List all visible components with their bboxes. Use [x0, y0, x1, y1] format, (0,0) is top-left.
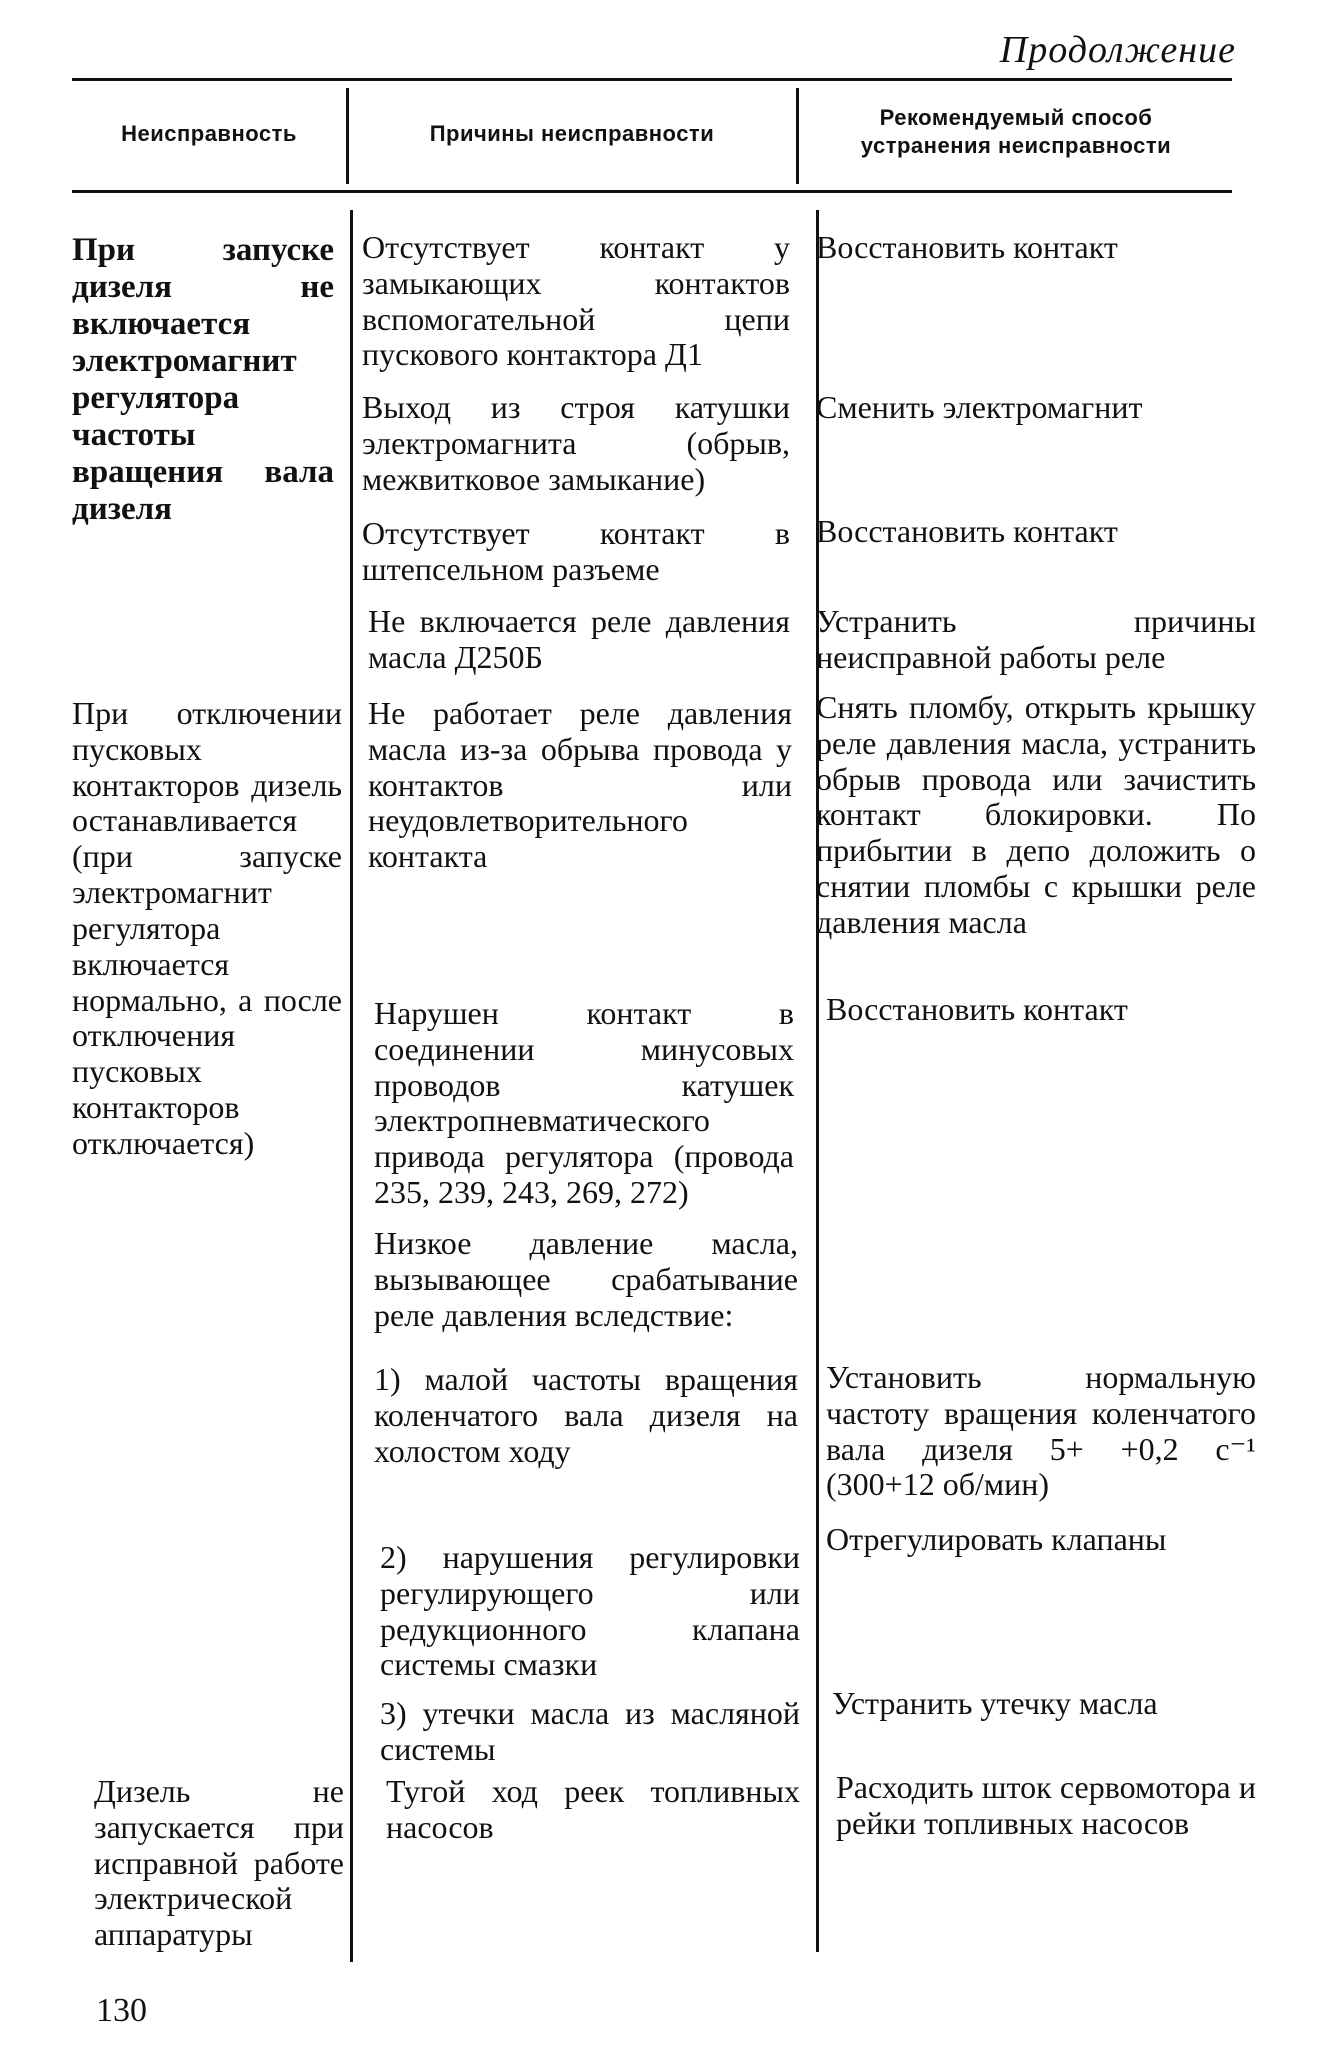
header-bottom-rule: [72, 190, 1232, 193]
remedy-cell: Устранить утечку масла: [832, 1685, 1158, 1721]
cause-cell: 2) нарушения регулировки регулирующего или редукционного клапана системы смазки: [380, 1539, 800, 1683]
cause-cell: Низкое давление масла, вызывающее срабатывание реле давления вследствие:: [374, 1225, 798, 1333]
remedy-cell: Сменить электромагнит: [816, 389, 1143, 425]
remedy-cell: Снять пломбу, открыть крышку реле давления масла, устранить обрыв провода или зачистить контакт блокировки. По прибытии в депо доложить о снятии пломбы с крышки реле давления масла: [816, 689, 1256, 940]
cause-cell: Выход из строя катушки электромагнита (обрыв, межвитковое замыкание): [362, 389, 790, 497]
cause-cell: Отсутствует контакт в штепсельном разъеме: [362, 515, 790, 587]
header-remedy-line2: устранения неисправности: [860, 132, 1172, 158]
continuation-label: Продолжение: [999, 29, 1236, 71]
header-cause: Причины неисправности: [429, 121, 715, 146]
remedy-cell: Установить нормальную частоту вращения коленчатого вала дизеля 5+ +0,2 с⁻¹ (300+12 об/мин): [826, 1359, 1256, 1503]
header-remedy-line1: Рекомендуемый способ: [879, 105, 1153, 130]
cause-cell: Не включается реле давления масла Д250Б: [368, 603, 790, 675]
fault-cell: Дизель не запускается при исправной работе электрической аппаратуры: [94, 1773, 344, 1953]
cause-cell: 1) малой частоты вращения коленчатого вала дизеля на холостом ходу: [374, 1361, 798, 1469]
fault-cell: При запуске дизеля не включается электромагнит регулятора частоты вращения вала дизеля: [72, 232, 334, 527]
column-divider-2: [816, 210, 819, 1952]
remedy-cell: Устранить причины неисправной работы реле: [816, 603, 1256, 675]
remedy-cell: Расходить шток сервомотора и рейки топливных насосов: [836, 1769, 1256, 1841]
remedy-cell: Восстановить контакт: [816, 513, 1118, 549]
cause-cell: Тугой ход реек топливных насосов: [386, 1773, 800, 1845]
column-divider-1: [350, 210, 353, 1962]
header-top-rule: [72, 78, 1232, 81]
header-divider-1: [346, 88, 349, 184]
cause-cell: Не работает реле давления масла из-за обрыва провода у контактов или неудовлетворительного контакта: [368, 695, 792, 875]
cause-cell: Отсутствует контакт у замыкающих контактов вспомогательной цепи пускового контактора Д1: [362, 229, 790, 373]
header-remedy: [800, 104, 1232, 159]
cause-cell: 3) утечки масла из масляной системы: [380, 1695, 800, 1767]
fault-cell: При отключении пусковых контакторов дизель останавливается (при запуске электромагнит регулятора включается нормально, а после отключения пусковых контакторов отключается): [72, 695, 342, 1161]
header-divider-2: [796, 88, 799, 184]
remedy-cell: Отрегулировать клапаны: [826, 1521, 1167, 1557]
remedy-cell: Восстановить контакт: [826, 991, 1128, 1027]
header-fault: Неисправность: [121, 121, 297, 146]
cause-cell: Нарушен контакт в соединении минусовых проводов катушек электропневматического привода регулятора (провода 235, 239, 243, 269, 272): [374, 995, 794, 1211]
page-number: 130: [96, 1992, 147, 2029]
remedy-cell: Восстановить контакт: [816, 229, 1118, 265]
